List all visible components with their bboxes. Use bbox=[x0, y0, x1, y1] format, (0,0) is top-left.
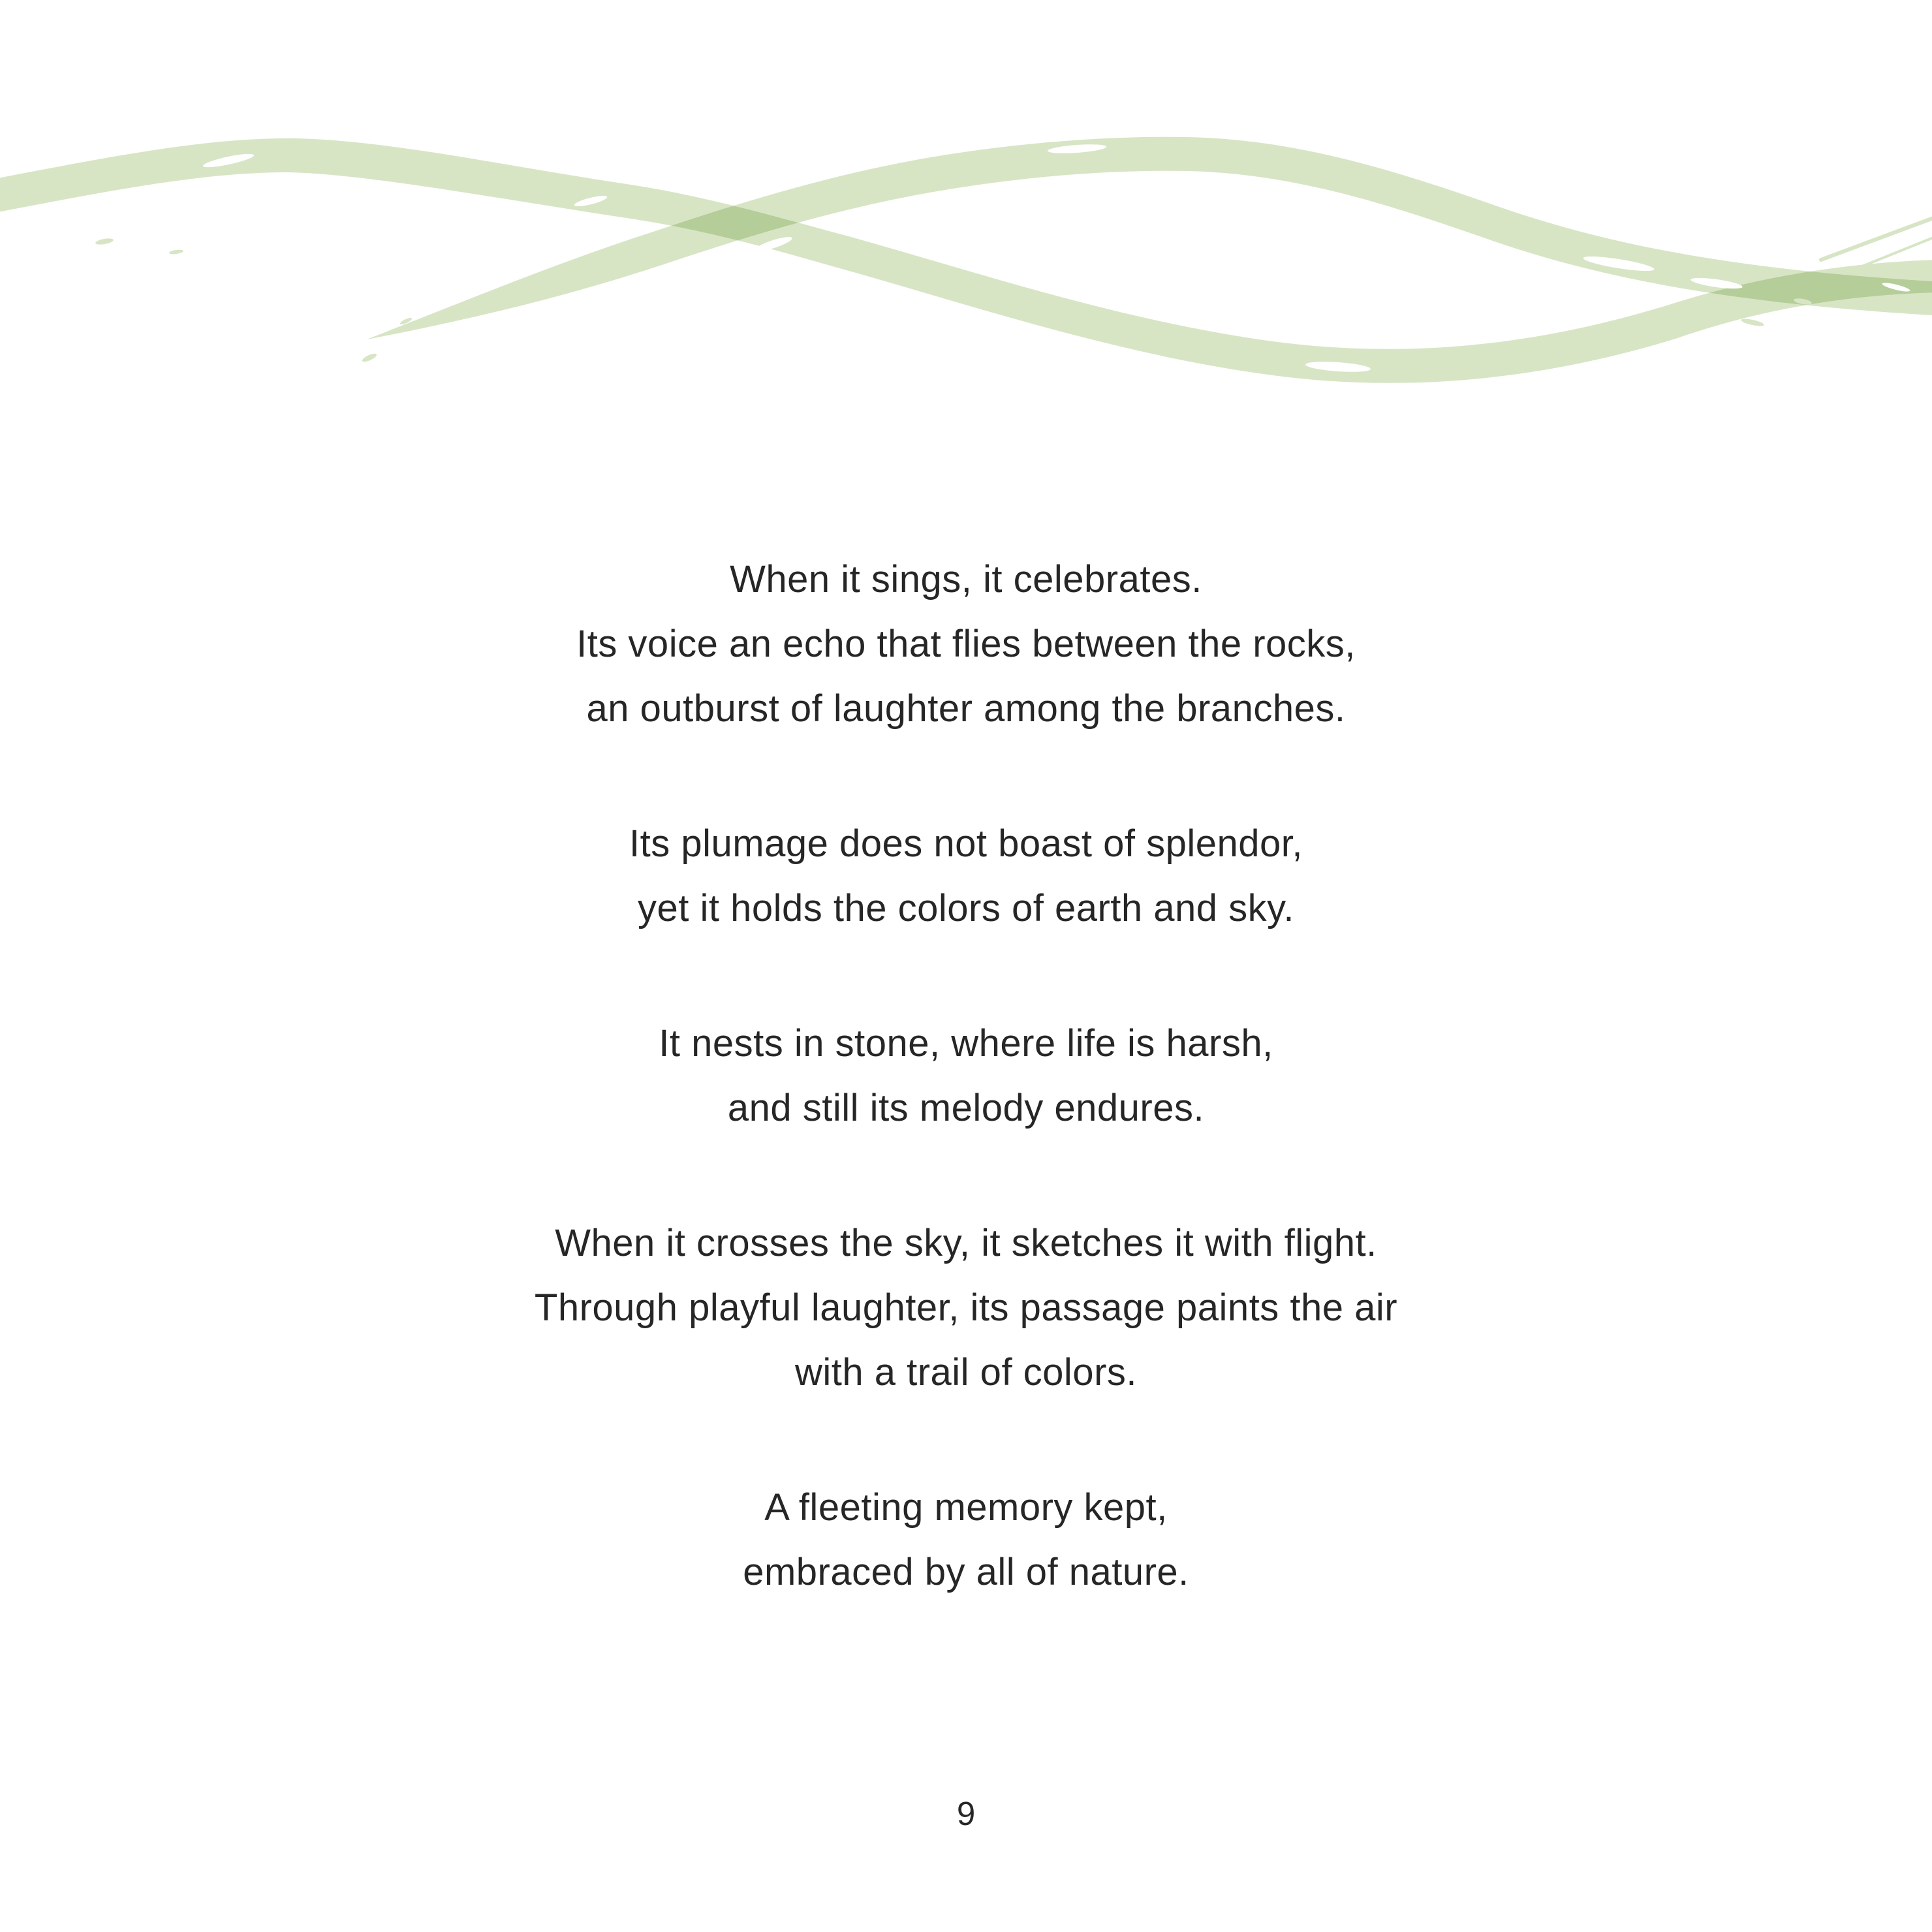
poem-stanza bbox=[0, 1011, 1932, 1140]
poem-stanza bbox=[0, 811, 1932, 941]
paint-fleck bbox=[1741, 317, 1765, 327]
poem-line: A fleeting memory kept, bbox=[764, 1486, 1168, 1529]
poem-line: with a trail of colors. bbox=[794, 1351, 1137, 1394]
poem-line: When it crosses the sky, it sketches it with flight. bbox=[555, 1222, 1377, 1264]
poem-line: Through playful laughter, its passage paints the air bbox=[534, 1286, 1398, 1329]
paint-fleck bbox=[361, 352, 377, 363]
brush-wave-decoration bbox=[0, 0, 1932, 457]
paint-fleck bbox=[169, 249, 184, 255]
scratch-line bbox=[1821, 218, 1932, 260]
page-number: 9 bbox=[956, 1795, 976, 1832]
poem-line: embraced by all of nature. bbox=[743, 1551, 1189, 1593]
poem-line: Its voice an echo that flies between the rocks, bbox=[576, 623, 1356, 665]
poem-line: and still its melody endures. bbox=[727, 1087, 1205, 1129]
poem-line: an outburst of laughter among the branches. bbox=[586, 687, 1346, 730]
poem-line: yet it holds the colors of earth and sky. bbox=[638, 887, 1294, 929]
poem-text-block bbox=[0, 547, 1932, 1675]
poem-stanza bbox=[0, 1211, 1932, 1405]
paint-fleck bbox=[95, 238, 114, 246]
poem-stanza bbox=[0, 1475, 1932, 1604]
poem-line: Its plumage does not boast of splendor, bbox=[629, 822, 1303, 865]
poem-stanza bbox=[0, 547, 1932, 741]
poem-line: When it sings, it celebrates. bbox=[730, 558, 1202, 600]
poem-line: It nests in stone, where life is harsh, bbox=[659, 1022, 1273, 1065]
